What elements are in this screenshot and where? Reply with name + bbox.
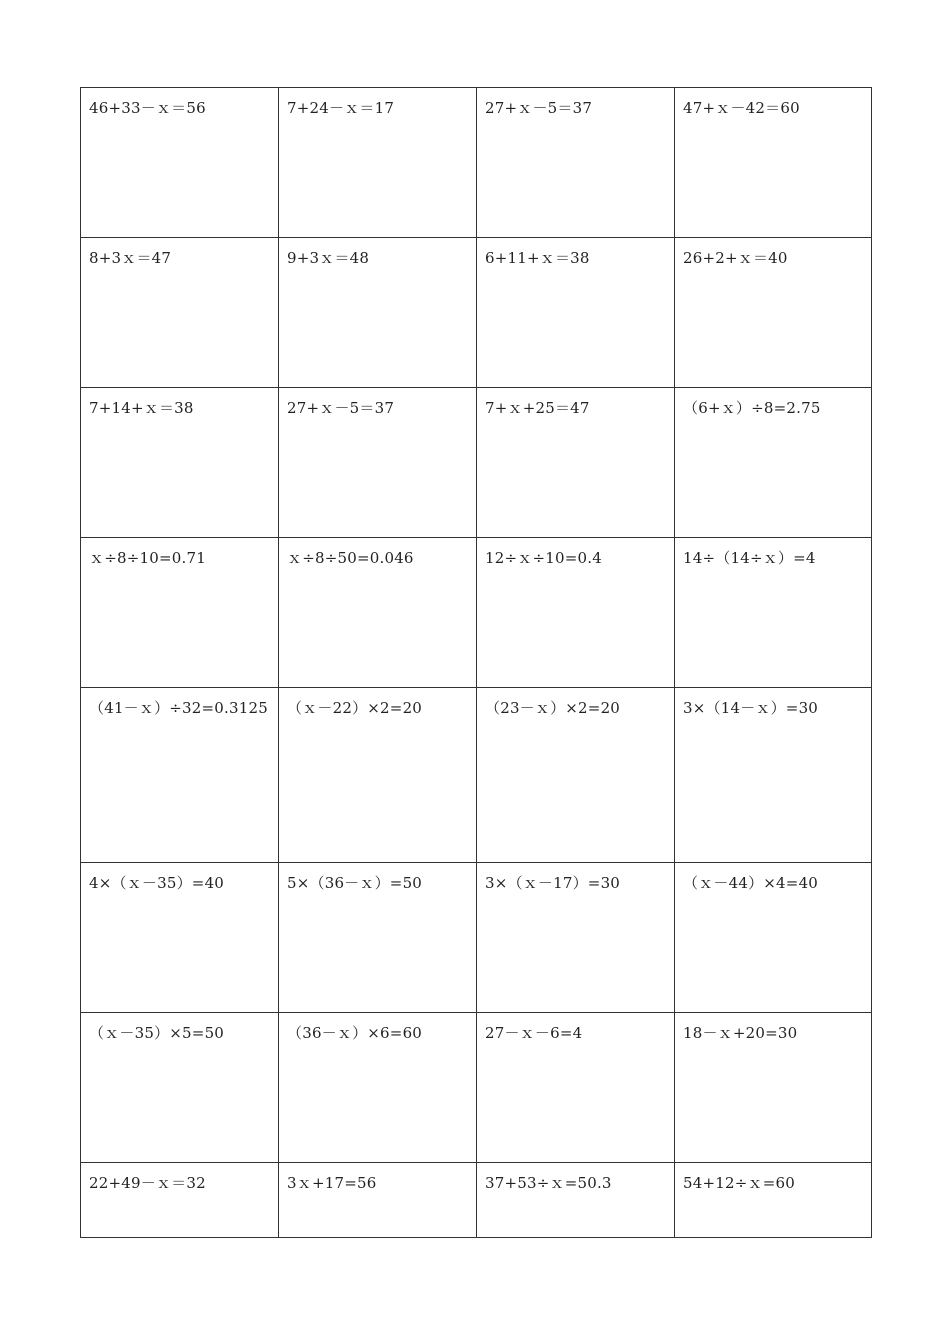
- equation-cell: 18－ｘ+20=30: [675, 1013, 872, 1163]
- table-row: [81, 1163, 872, 1238]
- equation-cell: （6+ｘ）÷8=2.75: [675, 388, 872, 538]
- table-row: [81, 863, 872, 1013]
- equation-worksheet-table: [80, 87, 872, 1238]
- equation-cell: 7+14+ｘ＝38: [81, 388, 279, 538]
- equation-cell: 27+ｘ－5＝37: [477, 88, 675, 238]
- equation-cell: 26+2+ｘ＝40: [675, 238, 872, 388]
- equation-cell: 37+53÷ｘ=50.3: [477, 1163, 675, 1238]
- equation-cell: 27－ｘ－6=4: [477, 1013, 675, 1163]
- equation-cell: 3ｘ+17=56: [279, 1163, 477, 1238]
- equation-cell: 7+ｘ+25＝47: [477, 388, 675, 538]
- equation-cell: 27+ｘ－5＝37: [279, 388, 477, 538]
- equation-cell: （ｘ－44）×4=40: [675, 863, 872, 1013]
- equation-cell: 6+11+ｘ＝38: [477, 238, 675, 388]
- equation-cell: （36－ｘ）×6=60: [279, 1013, 477, 1163]
- table-row: [81, 688, 872, 863]
- equation-cell: 9+3ｘ＝48: [279, 238, 477, 388]
- equation-cell: 14÷（14÷ｘ）=4: [675, 538, 872, 688]
- equation-cell: （ｘ－22）×2=20: [279, 688, 477, 863]
- equation-cell: 22+49－ｘ＝32: [81, 1163, 279, 1238]
- equation-cell: ｘ÷8÷50=0.046: [279, 538, 477, 688]
- equation-cell: 54+12÷ｘ=60: [675, 1163, 872, 1238]
- equation-cell: 46+33－ｘ＝56: [81, 88, 279, 238]
- equation-cell: （41－ｘ）÷32=0.3125: [81, 688, 279, 863]
- table-row: [81, 88, 872, 238]
- table-row: [81, 538, 872, 688]
- table-row: [81, 388, 872, 538]
- equation-cell: 12÷ｘ÷10=0.4: [477, 538, 675, 688]
- equation-cell: 7+24－ｘ＝17: [279, 88, 477, 238]
- equation-cell: 3×（ｘ－17）=30: [477, 863, 675, 1013]
- equation-cell: 47+ｘ－42＝60: [675, 88, 872, 238]
- equation-cell: （ｘ－35）×5=50: [81, 1013, 279, 1163]
- equation-cell: ｘ÷8÷10=0.71: [81, 538, 279, 688]
- equation-cell: 3×（14－ｘ）=30: [675, 688, 872, 863]
- equation-cell: 5×（36－ｘ）=50: [279, 863, 477, 1013]
- table-row: [81, 1013, 872, 1163]
- equation-cell: （23－ｘ）×2=20: [477, 688, 675, 863]
- equation-cell: 4×（ｘ－35）=40: [81, 863, 279, 1013]
- equation-cell: 8+3ｘ＝47: [81, 238, 279, 388]
- table-row: [81, 238, 872, 388]
